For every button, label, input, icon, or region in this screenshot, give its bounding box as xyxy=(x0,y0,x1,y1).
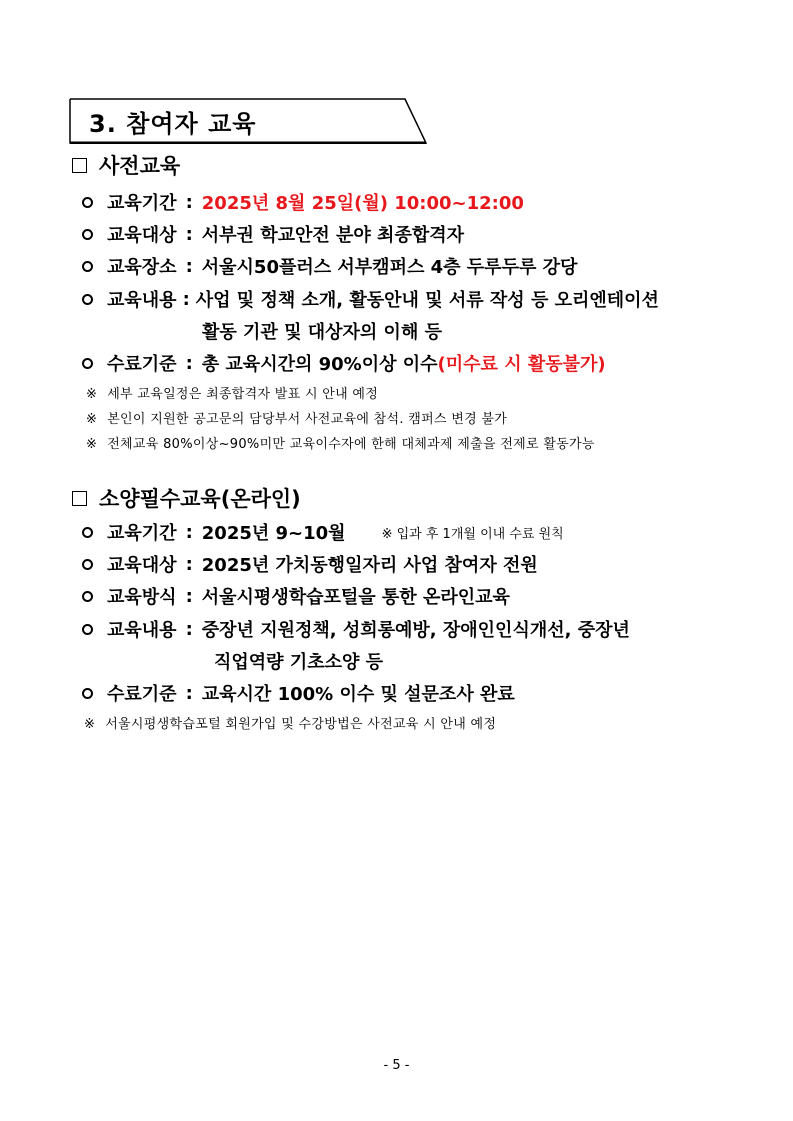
list-item xyxy=(82,616,630,642)
note-text: 본인이 지원한 공고문의 담당부서 사전교육에 참석. 캠퍼스 변경 불가 xyxy=(107,412,508,427)
note-mark: ※ xyxy=(86,387,98,402)
note-line xyxy=(86,408,507,427)
item-label: 교육기간 xyxy=(107,523,177,544)
note-text: 세부 교육일정은 최종합격자 발표 시 안내 예정 xyxy=(107,387,379,402)
item-colon: : xyxy=(185,352,193,374)
note-mark: ※ xyxy=(381,526,393,542)
list-item xyxy=(82,253,577,279)
list-item xyxy=(82,519,564,545)
page-number: - 5 - xyxy=(383,1058,410,1073)
inline-note xyxy=(382,523,564,542)
item-value: 2025년 9~10월 xyxy=(201,523,346,544)
item-value-continuation: 활동 기관 및 대상자의 이해 등 xyxy=(202,322,442,343)
item-value-highlight: (미수료 시 활동불가) xyxy=(437,354,606,375)
list-item xyxy=(82,221,464,247)
section-title-box xyxy=(69,98,427,144)
note-mark: ※ xyxy=(86,437,98,452)
note-mark: ※ xyxy=(86,412,98,427)
item-label: 교육대상 xyxy=(107,225,177,246)
note-text: 전체교육 80%이상~90%미만 교육이수자에 한해 대체과제 제출을 전제로 활동가능 xyxy=(107,437,595,452)
list-item xyxy=(82,583,510,609)
item-colon: : xyxy=(185,618,193,640)
circle-bullet-icon xyxy=(82,261,93,272)
note-line xyxy=(86,383,378,402)
section-heading-online-education xyxy=(72,483,301,513)
circle-bullet-icon xyxy=(82,229,93,240)
checkbox-square-icon xyxy=(72,158,87,173)
list-item xyxy=(82,189,524,215)
note-text: 서울시평생학습포털 회원가입 및 수강방법은 사전교육 시 안내 예정 xyxy=(105,717,497,732)
item-label: 교육내용 xyxy=(107,290,177,311)
item-label: 수료기준 xyxy=(107,684,177,705)
note-line xyxy=(84,713,496,732)
list-item xyxy=(82,551,538,577)
item-value-highlight: 2025년 8월 25일(월) 10:00~12:00 xyxy=(201,193,524,214)
item-colon: : xyxy=(182,288,190,310)
item-value: 사업 및 정책 소개, 활동안내 및 서류 작성 등 오리엔테이션 xyxy=(195,290,659,311)
note-text: 입과 후 1개월 이내 수료 원칙 xyxy=(396,526,564,542)
section-heading-text: 소양필수교육(온라인) xyxy=(99,487,301,511)
circle-bullet-icon xyxy=(82,294,93,305)
circle-bullet-icon xyxy=(82,624,93,635)
circle-bullet-icon xyxy=(82,197,93,208)
item-colon: : xyxy=(185,585,193,607)
section-heading-text: 사전교육 xyxy=(99,154,181,178)
circle-bullet-icon xyxy=(82,358,93,369)
item-value: 중장년 지원정책, 성희롱예방, 장애인인식개선, 중장년 xyxy=(201,620,630,641)
list-item xyxy=(82,680,515,706)
item-value-continuation: 직업역량 기초소양 등 xyxy=(214,652,384,673)
page-title: 3. 참여자 교육 xyxy=(89,110,257,138)
section-heading-pre-education xyxy=(72,150,180,180)
circle-bullet-icon xyxy=(82,688,93,699)
list-item xyxy=(82,350,606,376)
item-label: 교육장소 xyxy=(107,257,177,278)
item-value: 서울시평생학습포털을 통한 온라인교육 xyxy=(201,587,510,608)
item-label: 수료기준 xyxy=(107,354,177,375)
circle-bullet-icon xyxy=(82,591,93,602)
item-colon: : xyxy=(185,682,193,704)
item-label: 교육대상 xyxy=(107,555,177,576)
item-label: 교육내용 xyxy=(107,620,177,641)
item-value: 2025년 가치동행일자리 사업 참여자 전원 xyxy=(201,555,538,576)
item-colon: : xyxy=(185,553,193,575)
item-value: 서부권 학교안전 분야 최종합격자 xyxy=(201,225,464,246)
item-value: 교육시간 100% 이수 및 설문조사 완료 xyxy=(201,684,515,705)
note-mark: ※ xyxy=(84,717,96,732)
checkbox-square-icon xyxy=(72,491,87,506)
circle-bullet-icon xyxy=(82,559,93,570)
item-label: 교육방식 xyxy=(107,587,177,608)
item-colon: : xyxy=(185,521,193,543)
item-colon: : xyxy=(185,223,193,245)
item-value: 총 교육시간의 90%이상 이수 xyxy=(201,354,438,375)
item-value: 서울시50플러스 서부캠퍼스 4층 두루두루 강당 xyxy=(201,257,578,278)
item-colon: : xyxy=(185,255,193,277)
list-item xyxy=(82,286,659,312)
item-colon: : xyxy=(185,191,193,213)
item-label: 교육기간 xyxy=(107,193,177,214)
note-line xyxy=(86,433,595,452)
circle-bullet-icon xyxy=(82,527,93,538)
